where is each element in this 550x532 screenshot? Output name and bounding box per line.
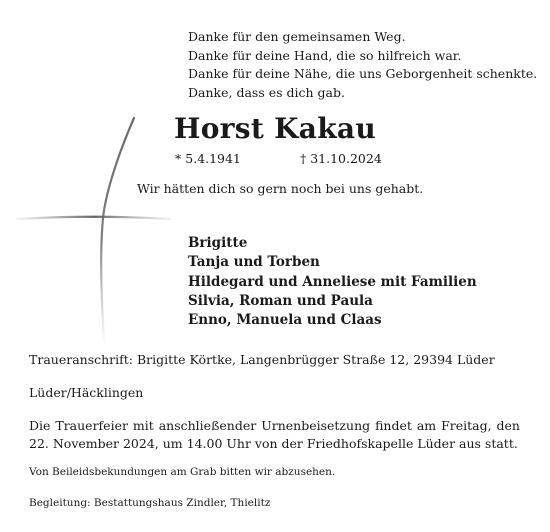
ceremony-word: Urnenbeisetzung bbox=[261, 418, 371, 433]
family-member: Silvia, Roman und Paula bbox=[188, 292, 373, 309]
deceased-name: Horst Kakau bbox=[174, 112, 377, 145]
ceremony-word: Trauerfeier bbox=[55, 418, 128, 433]
ceremony-word: am bbox=[416, 418, 437, 433]
poem-line: Danke für deine Hand, die so hilfreich war. bbox=[188, 47, 462, 63]
birth-date: * 5.4.1941 bbox=[175, 151, 241, 166]
family-member: Tanja und Torben bbox=[188, 254, 320, 271]
ceremony-word: Die bbox=[29, 418, 51, 433]
ceremony-word: mit bbox=[132, 418, 154, 433]
death-date: † 31.10.2024 bbox=[300, 151, 382, 166]
poem-line: Danke für den gemeinsamen Weg. bbox=[188, 29, 406, 44]
motto: Wir hätten dich so gern noch bei uns gehabt. bbox=[137, 181, 424, 196]
condolence-note: Von Beileidsbekundungen am Grab bitten wir abzusehen. bbox=[29, 466, 336, 478]
poem-line: Danke für deine Nähe, die uns Geborgenheit schenkte. bbox=[188, 66, 538, 81]
family-member: Brigitte bbox=[188, 235, 248, 251]
ceremony-line-2: 22. November 2024, um 14.00 Uhr von der Friedhofskapelle Lüder aus statt. bbox=[29, 435, 518, 451]
mourning-address: Traueranschrift: Brigitte Körtke, Langenbrügger Straße 12, 29394 Lüder bbox=[29, 352, 495, 367]
ceremony-line-1 bbox=[29, 417, 520, 435]
family-member: Hildegard und Anneliese mit Familien bbox=[188, 273, 477, 290]
ceremony-word: den bbox=[496, 418, 520, 433]
family-list bbox=[188, 234, 477, 330]
family-member: Enno, Manuela und Claas bbox=[188, 312, 382, 329]
ceremony-word: anschließender bbox=[158, 418, 257, 433]
ceremony-text bbox=[29, 417, 520, 452]
poem-line: Danke, dass es dich gab. bbox=[188, 84, 345, 100]
ceremony-word: findet bbox=[375, 418, 412, 433]
place: Lüder/Häcklingen bbox=[29, 385, 144, 400]
funeral-home: Begleitung: Bestattungshaus Zindler, Thielitz bbox=[29, 497, 271, 509]
poem bbox=[188, 28, 537, 102]
ceremony-word: Freitag, bbox=[441, 418, 492, 433]
